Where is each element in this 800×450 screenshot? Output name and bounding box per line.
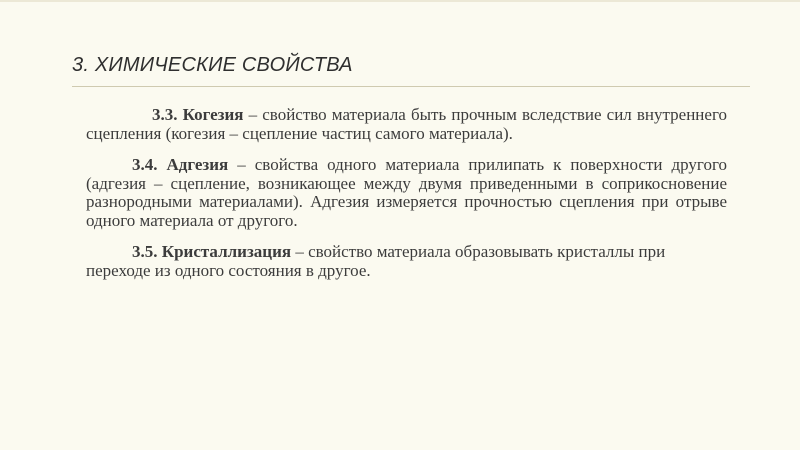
paragraph-number: 3.4. [132,155,158,174]
term-cohesion: Когезия [182,105,244,124]
slide-title: 3. ХИМИЧЕСКИЕ СВОЙСТВА [72,54,353,76]
title-divider [72,86,750,87]
term-adhesion: Адгезия [166,155,229,174]
paragraph-number: 3.3. [152,105,178,124]
paragraph-crystallization [86,243,727,280]
definition-adhesion: – свойства одного материала прилипать к поверхности другого (адгезия – сцепление, возникающее между двумя приведенными в соприкосновение разнородными материалами). Адгезия измеряется прочностью сцепления при отрыве одного материала от другого. [86,155,728,230]
definition-crystallization: – свойство материала образовывать кристаллы при переходе из одного состояния в другое. [86,242,666,280]
paragraph-cohesion [86,106,727,143]
paragraph-number: 3.5. [132,242,158,261]
paragraph-adhesion [86,156,727,230]
slide-body [86,106,727,293]
definition-cohesion: – свойство материала быть прочным вследствие сил внутреннего сцепления (когезия – сцепление частиц самого материала). [86,105,727,143]
term-crystallization: Кристаллизация [161,242,292,261]
